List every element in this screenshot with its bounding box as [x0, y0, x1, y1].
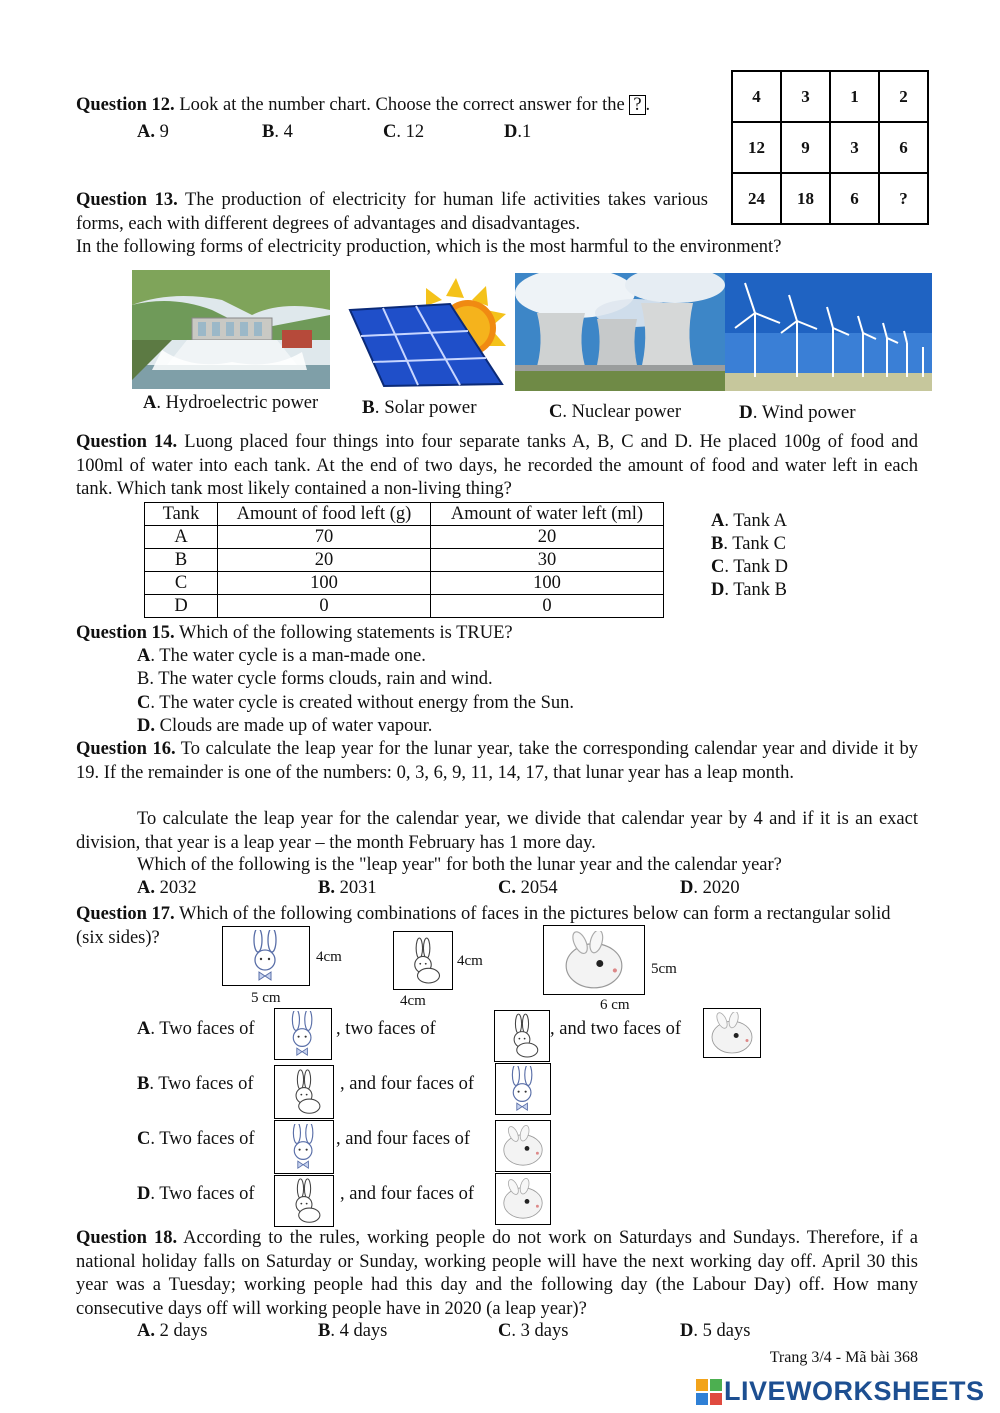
- chart-cell: 3: [830, 122, 879, 173]
- q12-label: Question 12.: [76, 95, 175, 115]
- q15-option-a[interactable]: A. The water cycle is a man-made one.: [137, 646, 426, 666]
- q17-option-a-text2: , two faces of: [336, 1019, 436, 1039]
- q13-label: Question 13.: [76, 190, 178, 210]
- q14-option-c[interactable]: C. Tank D: [711, 557, 788, 577]
- q12-option-b[interactable]: B. 4: [262, 122, 293, 142]
- q17-stem-line1: [76, 903, 918, 950]
- table-header: Tank: [145, 503, 218, 526]
- face1-height-label: 4cm: [316, 949, 342, 965]
- option-a-face-1: [274, 1008, 332, 1060]
- logo-text: LIVEWORKSHEETS: [724, 1376, 985, 1407]
- q13-option-a[interactable]: A. Hydroelectric power: [143, 393, 319, 413]
- table-row: B 20 30: [145, 549, 664, 572]
- q16-text2: To calculate the leap year for the calendar year, we divide that calendar year by 4 and if it is an exact division, that year is a leap year – the month February has 1 more day.: [76, 809, 918, 853]
- fluffy-rabbit-icon: [707, 1012, 757, 1054]
- standing-rabbit-icon: [281, 1011, 325, 1057]
- q13-stem: [76, 189, 708, 236]
- chart-cell: 9: [781, 122, 830, 173]
- q17-option-c-text2: , and four faces of: [336, 1129, 471, 1149]
- q13-text1: The production of electricity for human life activities takes various forms, each with different degrees of advantages and disadvantages.: [76, 190, 709, 234]
- q17-option-a-text3: , and two faces of: [550, 1019, 681, 1039]
- face1-width-label: 5 cm: [251, 990, 281, 1006]
- q17-option-b-text2: , and four faces of: [340, 1074, 475, 1094]
- q13-option-b[interactable]: B. Solar power: [362, 397, 477, 418]
- q18-option-d[interactable]: D. 5 days: [680, 1321, 751, 1341]
- face2-width-label: 4cm: [400, 993, 426, 1009]
- rabbit-face-1: [222, 926, 310, 986]
- hydroelectric-image: [132, 270, 330, 389]
- q17-label: Question 17.: [76, 904, 175, 924]
- chart-cell: 6: [830, 173, 879, 224]
- option-d-face-2: [495, 1173, 551, 1225]
- q16-option-a[interactable]: A. 2032: [137, 878, 197, 898]
- q18-option-a[interactable]: A. 2 days: [137, 1321, 208, 1341]
- chart-cell: 24: [732, 173, 781, 224]
- face2-height-label: 4cm: [457, 953, 483, 969]
- sitting-rabbit-icon: [282, 1178, 326, 1224]
- q17-option-c[interactable]: C. Two faces of: [137, 1129, 255, 1149]
- q18-option-b[interactable]: B. 4 days: [318, 1321, 388, 1341]
- fluffy-rabbit-icon: [499, 1125, 547, 1167]
- q14-text: Luong placed four things into four separate tanks A, B, C and D. He placed 100g of food and 100ml of water into each tank. At the end of two days, he recorded the amount of food and water left in each tank. Which tank most likely contained a non-living thing?: [76, 432, 919, 499]
- q16-option-d[interactable]: D. 2020: [680, 878, 740, 898]
- fluffy-rabbit-icon: [556, 931, 632, 989]
- standing-rabbit-icon: [501, 1066, 545, 1112]
- option-a-face-3: [703, 1008, 761, 1058]
- q13-text2: In the following forms of electricity production, which is the most harmful to the environment?: [76, 237, 782, 257]
- q17-option-d[interactable]: D. Two faces of: [137, 1184, 255, 1204]
- liveworksheets-logo-icon: [696, 1379, 722, 1405]
- standing-rabbit-icon: [241, 930, 291, 982]
- chart-cell: 18: [781, 173, 830, 224]
- q14-stem: [76, 431, 918, 502]
- chart-cell: 1: [830, 71, 879, 122]
- table-header: Amount of water left (ml): [431, 503, 664, 526]
- q17-option-d-text2: , and four faces of: [340, 1184, 475, 1204]
- chart-cell: 12: [732, 122, 781, 173]
- chart-cell: 3: [781, 71, 830, 122]
- q12-option-a[interactable]: A. 9: [137, 122, 169, 142]
- sitting-rabbit-icon: [282, 1069, 326, 1115]
- q15-stem: [76, 622, 513, 646]
- q12-stem: Question 12. Look at the number chart. Choose the correct answer for the ? .: [76, 95, 651, 115]
- sitting-rabbit-icon: [401, 936, 445, 986]
- option-b-face-2: [495, 1063, 551, 1115]
- solar-panel-image: [346, 276, 510, 388]
- chart-cell: 4: [732, 71, 781, 122]
- sitting-rabbit-icon: [501, 1013, 543, 1059]
- q18-option-c[interactable]: C. 3 days: [498, 1321, 569, 1341]
- q14-option-a[interactable]: A. Tank A: [711, 511, 787, 531]
- option-b-face-1: [274, 1065, 334, 1119]
- q16-option-c[interactable]: C. 2054: [498, 878, 558, 898]
- q13-option-d[interactable]: D. Wind power: [739, 402, 856, 423]
- q15-label: Question 15.: [76, 623, 175, 643]
- q18-text: According to the rules, working people do not work on Saturdays and Sundays. Therefore, if a national holiday falls on Saturday or Sunday, working people will have the next working day off. April 30 this year was a Tuesday; working people had this day and the following day (the Labour Day) off. How many consecutive days off will working people have in 2020 (a leap year)?: [76, 1228, 918, 1319]
- option-a-face-2: [494, 1010, 550, 1062]
- q16-label: Question 16.: [76, 739, 176, 759]
- q17-option-a[interactable]: A. Two faces of: [137, 1019, 255, 1039]
- option-c-face-2: [495, 1120, 551, 1172]
- rabbit-face-3: [543, 925, 645, 995]
- q16-option-b[interactable]: B. 2031: [318, 878, 377, 898]
- q17-option-b[interactable]: B. Two faces of: [137, 1074, 254, 1094]
- fluffy-rabbit-icon: [499, 1178, 547, 1220]
- q15-option-b[interactable]: B. The water cycle forms clouds, rain and wind.: [137, 669, 493, 689]
- q16-stem: [76, 738, 918, 785]
- number-chart: [731, 70, 929, 225]
- option-c-face-1: [274, 1120, 334, 1174]
- q16-text3: Which of the following is the "leap year" for both the lunar year and the calendar year?: [137, 855, 782, 875]
- q17-text: Which of the following combinations of faces in the pictures below can form a rectangular solid (six sides)?: [76, 904, 891, 948]
- q14-option-d[interactable]: D. Tank B: [711, 580, 787, 600]
- q15-text: Which of the following statements is TRUE?: [178, 623, 513, 643]
- q14-label: Question 14.: [76, 432, 178, 452]
- option-d-face-1: [274, 1175, 334, 1227]
- face3-width-label: 6 cm: [600, 997, 630, 1013]
- q13-option-c[interactable]: C. Nuclear power: [549, 402, 682, 422]
- nuclear-plant-image: [515, 273, 725, 391]
- q18-label: Question 18.: [76, 1228, 178, 1248]
- q14-option-b[interactable]: B. Tank C: [711, 534, 786, 554]
- chart-cell: 6: [879, 122, 928, 173]
- face3-height-label: 5cm: [651, 961, 677, 977]
- table-row: D 0 0: [145, 595, 664, 618]
- q12-option-c[interactable]: C. 12: [383, 122, 425, 142]
- liveworksheets-logo[interactable]: [696, 1377, 985, 1407]
- q15-option-c[interactable]: C. The water cycle is created without energy from the Sun.: [137, 693, 575, 713]
- q16-text1: To calculate the leap year for the lunar year, take the corresponding calendar year and divide it by 19. If the remainder is one of the numbers: 0, 3, 6, 9, 11, 14, 17, that lunar year has a leap month.: [76, 739, 919, 783]
- q12-option-d[interactable]: D.1: [504, 122, 532, 142]
- q18-stem: [76, 1227, 918, 1321]
- wind-turbine-image: [725, 273, 932, 391]
- q15-option-d[interactable]: D. Clouds are made up of water vapour.: [137, 716, 433, 736]
- tank-table: [144, 502, 664, 618]
- page-footer: Trang 3/4 - Mã bài 368: [769, 1349, 918, 1366]
- table-header: Amount of food left (g): [218, 503, 431, 526]
- chart-cell: 2: [879, 71, 928, 122]
- table-row: C 100 100: [145, 572, 664, 595]
- table-row: A 70 20: [145, 526, 664, 549]
- rabbit-face-2: [393, 931, 453, 990]
- chart-cell-unknown: ?: [879, 173, 928, 224]
- standing-rabbit-icon: [282, 1124, 326, 1170]
- q12-question-box: ?: [629, 95, 645, 115]
- q12-text: Look at the number chart. Choose the correct answer for the: [179, 95, 625, 115]
